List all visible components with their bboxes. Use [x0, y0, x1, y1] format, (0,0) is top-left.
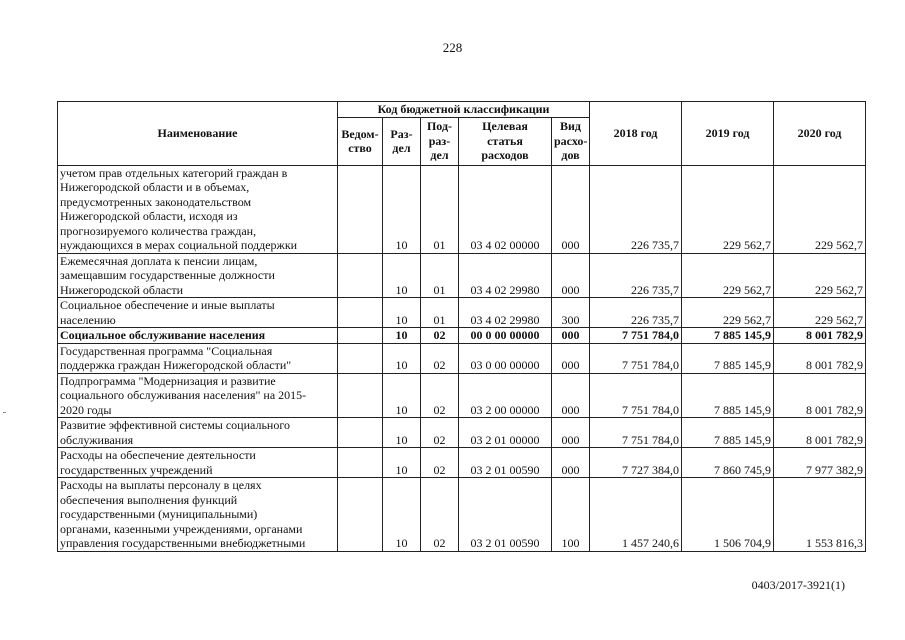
row-ved	[338, 343, 383, 373]
row-2020: 229 562,7	[774, 165, 866, 253]
row-razdel: 10	[383, 373, 421, 418]
row-vid: 000	[552, 253, 590, 298]
row-razdel: 10	[383, 328, 421, 344]
row-podrazdel: 02	[421, 343, 459, 373]
row-2018: 7 727 384,0	[590, 448, 682, 478]
row-ved	[338, 448, 383, 478]
table-row	[58, 298, 866, 328]
row-2018: 226 735,7	[590, 165, 682, 253]
row-vid: 000	[552, 165, 590, 253]
row-celevaya: 03 2 01 00590	[459, 478, 552, 552]
row-2020: 8 001 782,9	[774, 418, 866, 448]
table-row	[58, 343, 866, 373]
row-name: Социальное обеспечение и иные выплаты населению	[58, 298, 338, 328]
row-podrazdel: 02	[421, 418, 459, 448]
row-celevaya: 03 2 01 00000	[459, 418, 552, 448]
table-row	[58, 448, 866, 478]
row-2020: 7 977 382,9	[774, 448, 866, 478]
row-celevaya: 03 4 02 00000	[459, 165, 552, 253]
row-celevaya: 03 4 02 29980	[459, 298, 552, 328]
row-ved	[338, 328, 383, 344]
header-ved: Ведом- ство	[338, 117, 383, 165]
row-ved	[338, 165, 383, 253]
row-2019: 7 885 145,9	[682, 343, 774, 373]
header-2020: 2020 год	[774, 102, 866, 166]
row-name: Подпрограмма "Модернизация и развитие социального обслуживания населения" на 2015- 2020 годы	[58, 373, 338, 418]
row-razdel: 10	[383, 165, 421, 253]
row-celevaya: 03 2 01 00590	[459, 448, 552, 478]
row-celevaya: 00 0 00 00000	[459, 328, 552, 344]
header-name: Наименование	[58, 102, 338, 166]
row-2019: 229 562,7	[682, 165, 774, 253]
row-2020: 229 562,7	[774, 253, 866, 298]
header-code-group: Код бюджетной классификации	[338, 102, 590, 118]
row-vid: 000	[552, 373, 590, 418]
row-vid: 100	[552, 478, 590, 552]
row-2019: 7 885 145,9	[682, 418, 774, 448]
row-podrazdel: 01	[421, 165, 459, 253]
page-number: 228	[442, 40, 463, 55]
row-2020: 8 001 782,9	[774, 343, 866, 373]
row-2019: 229 562,7	[682, 298, 774, 328]
header-celevaya: Целевая статья расходов	[459, 117, 552, 165]
header-podrazdel: Под- раз- дел	[421, 117, 459, 165]
row-ved	[338, 418, 383, 448]
row-celevaya: 03 0 00 00000	[459, 343, 552, 373]
row-2019: 1 506 704,9	[682, 478, 774, 552]
row-name: Развитие эффективной системы социального обслуживания	[58, 418, 338, 448]
row-2018: 226 735,7	[590, 253, 682, 298]
row-podrazdel: 02	[421, 328, 459, 344]
row-2019: 229 562,7	[682, 253, 774, 298]
row-razdel: 10	[383, 418, 421, 448]
row-name: Расходы на обеспечение деятельности государственных учреждений	[58, 448, 338, 478]
table-row	[58, 373, 866, 418]
row-vid: 000	[552, 448, 590, 478]
row-razdel: 10	[383, 448, 421, 478]
row-2020: 1 553 816,3	[774, 478, 866, 552]
row-name: Государственная программа "Социальная поддержка граждан Нижегородской области"	[58, 343, 338, 373]
row-podrazdel: 02	[421, 448, 459, 478]
table-row	[58, 253, 866, 298]
row-name: Ежемесячная доплата к пенсии лицам, замещавшим государственные должности Нижегородской области	[58, 253, 338, 298]
row-vid: 000	[552, 343, 590, 373]
row-2020: 229 562,7	[774, 298, 866, 328]
row-name: Расходы на выплаты персоналу в целях обеспечения выполнения функций государственными (муниципальными) органами, казенными учреждениями, органами управления государственными внебюджетными	[58, 478, 338, 552]
row-razdel: 10	[383, 478, 421, 552]
header-2019: 2019 год	[682, 102, 774, 166]
row-podrazdel: 01	[421, 253, 459, 298]
row-podrazdel: 01	[421, 298, 459, 328]
row-razdel: 10	[383, 343, 421, 373]
table-row	[58, 478, 866, 552]
row-2018: 7 751 784,0	[590, 328, 682, 344]
row-ved	[338, 373, 383, 418]
table-row	[58, 165, 866, 253]
header-vid: Вид расхо- дов	[552, 117, 590, 165]
row-2020: 8 001 782,9	[774, 373, 866, 418]
row-ved	[338, 478, 383, 552]
table-row	[58, 418, 866, 448]
row-celevaya: 03 4 02 29980	[459, 253, 552, 298]
margin-mark	[3, 412, 6, 413]
table-row	[58, 328, 866, 344]
row-2018: 1 457 240,6	[590, 478, 682, 552]
row-vid: 000	[552, 328, 590, 344]
row-name: учетом прав отдельных категорий граждан в Нижегородской области и в объемах, предусмотренных законодательством Нижегородской области, исходя из прогнозируемого количества граждан, нуждающихся в мерах социальной поддержки	[58, 165, 338, 253]
row-2018: 7 751 784,0	[590, 373, 682, 418]
header-2018: 2018 год	[590, 102, 682, 166]
row-razdel: 10	[383, 253, 421, 298]
row-ved	[338, 253, 383, 298]
row-podrazdel: 02	[421, 478, 459, 552]
row-celevaya: 03 2 00 00000	[459, 373, 552, 418]
row-ved	[338, 298, 383, 328]
document-code: 0403/2017-3921(1)	[751, 578, 845, 592]
row-2019: 7 860 745,9	[682, 448, 774, 478]
header-razdel: Раз- дел	[383, 117, 421, 165]
row-razdel: 10	[383, 298, 421, 328]
row-2020: 8 001 782,9	[774, 328, 866, 344]
row-vid: 000	[552, 418, 590, 448]
row-podrazdel: 02	[421, 373, 459, 418]
row-name: Социальное обслуживание населения	[58, 328, 338, 344]
row-2019: 7 885 145,9	[682, 328, 774, 344]
budget-table	[57, 101, 866, 552]
row-2018: 226 735,7	[590, 298, 682, 328]
row-vid: 300	[552, 298, 590, 328]
row-2018: 7 751 784,0	[590, 418, 682, 448]
row-2018: 7 751 784,0	[590, 343, 682, 373]
row-2019: 7 885 145,9	[682, 373, 774, 418]
